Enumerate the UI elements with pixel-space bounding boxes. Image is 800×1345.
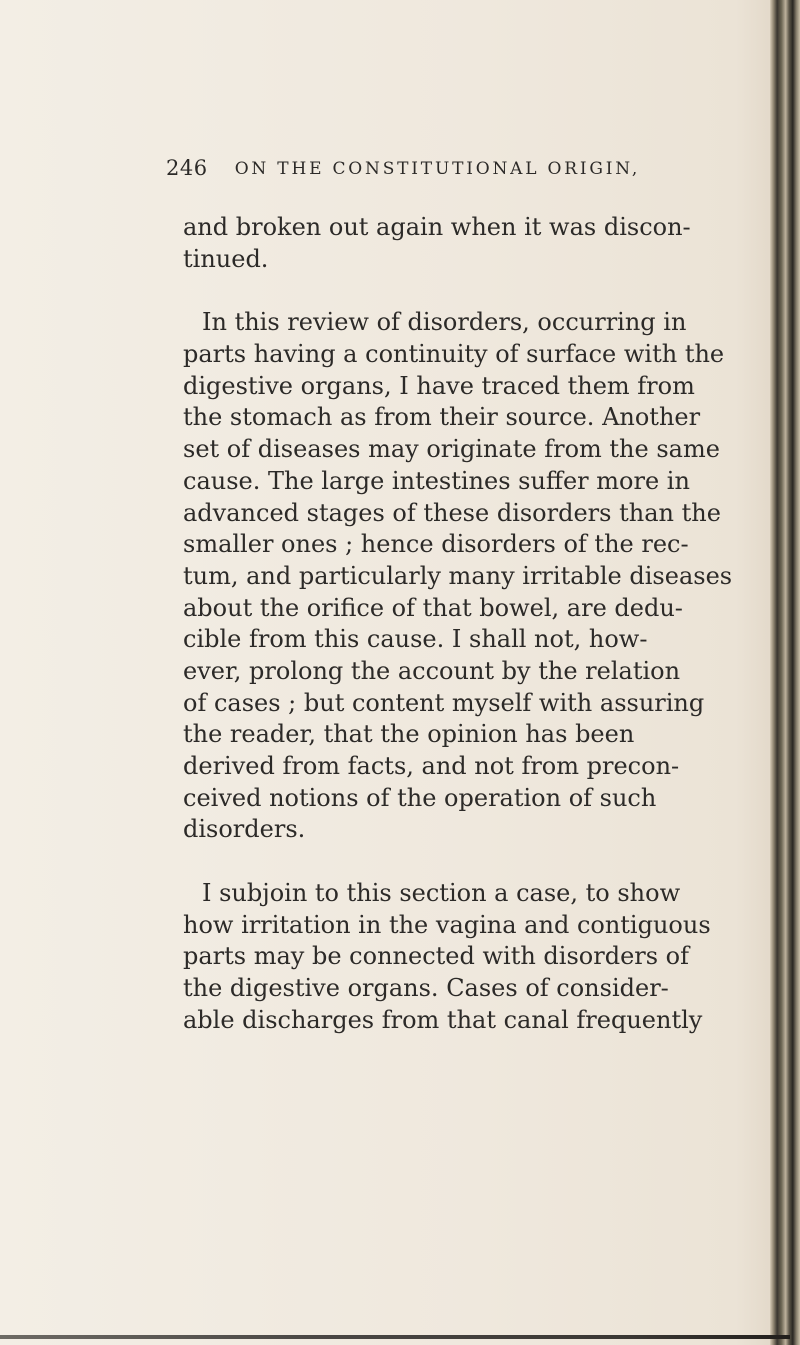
text-line: able discharges from that canal frequently <box>183 1005 703 1034</box>
text-line: derived from facts, and not from precon- <box>183 752 680 780</box>
text-line: the stomach as from their source. Another <box>183 403 701 432</box>
page-header <box>166 156 640 180</box>
text-line: I subjoin to this section a case, to show <box>202 879 681 908</box>
body-text <box>183 212 733 1069</box>
text-line: and broken out again when it was discon- <box>183 213 691 241</box>
text-line: parts may be connected with disorders of <box>183 942 690 971</box>
text-line: tinued. <box>183 244 269 273</box>
running-head: ON THE CONSTITUTIONAL ORIGIN, <box>234 159 641 179</box>
text-line: smaller ones ; hence disorders of the rec- <box>183 530 689 559</box>
page-spine-shadow <box>770 0 800 1345</box>
text-line: about the orifice of that bowel, are dedu- <box>183 593 683 622</box>
page-bottom-edge <box>0 1335 790 1339</box>
text-line: the reader, that the opinion has been <box>183 720 635 749</box>
paragraph-2 <box>183 307 733 846</box>
text-line: of cases ; but content myself with assuring <box>183 688 705 717</box>
text-line: ever, prolong the account by the relation <box>183 656 681 685</box>
text-line: disorders. <box>183 815 306 844</box>
paragraph-1 <box>183 212 723 275</box>
text-line: ceived notions of the operation of such <box>183 783 657 812</box>
text-line: how irritation in the vagina and contiguous <box>183 910 711 939</box>
text-line: the digestive organs. Cases of consider- <box>183 974 669 1003</box>
text-line: set of diseases may originate from the same <box>183 435 720 464</box>
text-line: cause. The large intestines suffer more in <box>183 466 690 495</box>
text-line: parts having a continuity of surface with the <box>183 340 725 369</box>
paragraph-3 <box>183 878 723 1036</box>
text-line: digestive organs, I have traced them from <box>183 371 695 400</box>
text-line: tum, and particularly many irritable diseases <box>183 561 733 590</box>
text-line: cible from this cause. I shall not, how- <box>183 625 648 654</box>
text-line: In this review of disorders, occurring in <box>202 308 687 337</box>
text-line: advanced stages of these disorders than the <box>183 498 721 527</box>
page-number: 246 <box>166 156 208 180</box>
